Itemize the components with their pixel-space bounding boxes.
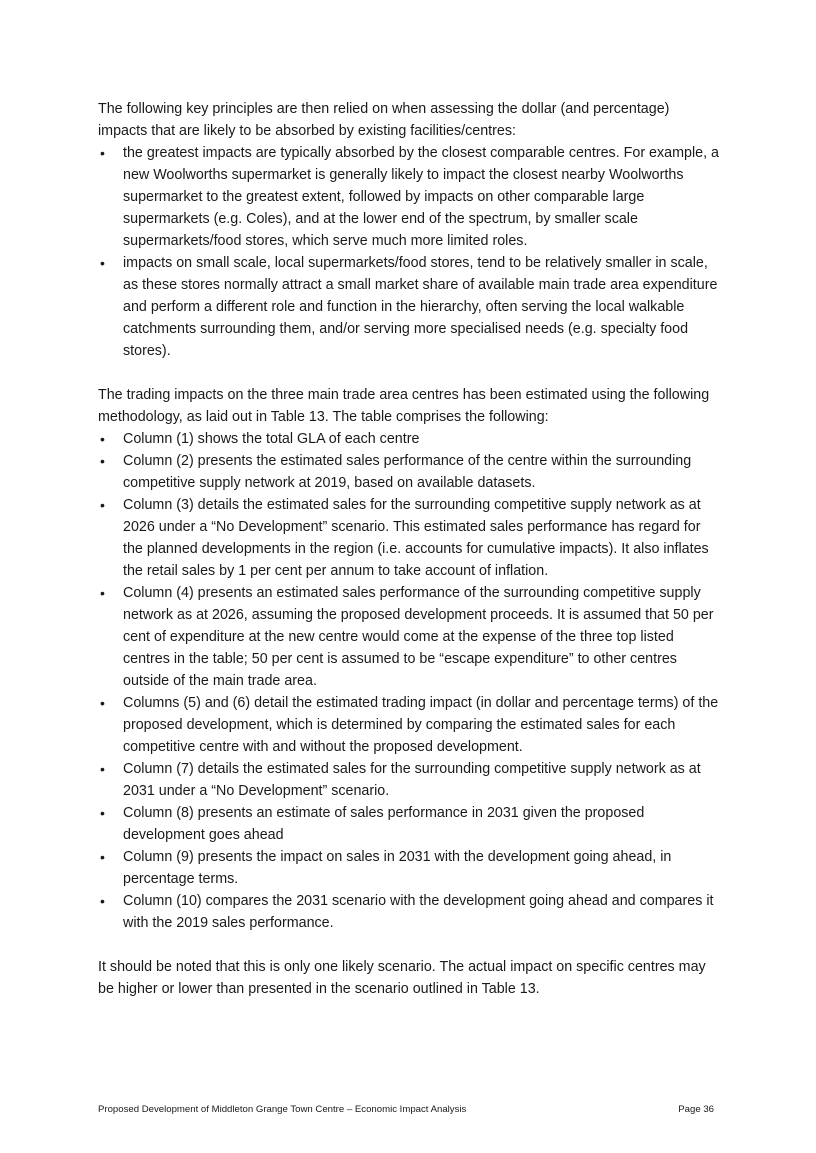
list-item [98,692,720,758]
bullet-icon: • [100,453,105,469]
spacer [98,934,720,956]
methodology-list [98,428,720,934]
list-item [98,582,720,692]
list-item [98,494,720,582]
list-item-text: Column (10) compares the 2031 scenario with the development going ahead and compares it with the 2019 sales performance. [123,893,714,931]
list-item-text: Column (9) presents the impact on sales in 2031 with the development going ahead, in percentage terms. [123,849,672,887]
list-item [98,142,720,252]
list-item-text: impacts on small scale, local supermarkets/food stores, tend to be relatively smaller in scale, as these stores normally attract a small market share of available main trade area expenditure and perform a different role and function in the hierarchy, often serving the local walkable catchments surrounding them, and/or serving more specialised needs (e.g. specialty food stores). [123,255,718,359]
list-item-text: Column (3) details the estimated sales for the surrounding competitive supply network as at 2026 under a “No Development” scenario. This estimated sales performance has regard for the planned developments in the region (i.e. accounts for cumulative impacts). It also inflates the retail sales by 1 per cent per annum to take account of inflation. [123,497,709,579]
bullet-icon: • [100,431,105,447]
bullet-icon: • [100,497,105,513]
list-item [98,846,720,890]
bullet-icon: • [100,585,105,601]
list-item [98,450,720,494]
list-item-text: Column (4) presents an estimated sales performance of the surrounding competitive supply network as at 2026, assuming the proposed development proceeds. It is assumed that 50 per cent of expenditure at the new centre would come at the expense of the three top listed centres in the table; 50 per cent is assumed to be “escape expenditure” to other centres outside of the main trade area. [123,585,714,689]
bullet-icon: • [100,145,105,161]
bullet-icon: • [100,893,105,909]
list-item [98,252,720,362]
page-footer [98,1104,714,1116]
page-number: Page 36 [678,1104,714,1115]
spacer [98,362,720,384]
list-item [98,802,720,846]
list-item-text: the greatest impacts are typically absorbed by the closest comparable centres. For example, a new Woolworths supermarket is generally likely to impact the closest nearby Woolworths supermarket to the greatest extent, followed by impacts on other comparable large supermarkets (e.g. Coles), and at the lower end of the spectrum, by smaller scale supermarkets/food stores, which serve much more limited roles. [123,145,719,249]
bullet-icon: • [100,761,105,777]
bullet-icon: • [100,805,105,821]
footer-title: Proposed Development of Middleton Grange Town Centre – Economic Impact Analysis [98,1104,467,1115]
list-item-text: Column (2) presents the estimated sales performance of the centre within the surrounding competitive supply network at 2019, based on available datasets. [123,453,692,491]
list-item-text: Column (1) shows the total GLA of each centre [123,431,420,447]
list-item [98,890,720,934]
list-item [98,758,720,802]
list-item-text: Columns (5) and (6) detail the estimated trading impact (in dollar and percentage terms) of the proposed development, which is determined by comparing the estimated sales for each competitive centre with and without the proposed development. [123,695,719,755]
bullet-icon: • [100,695,105,711]
list-item-text: Column (7) details the estimated sales for the surrounding competitive supply network as at 2031 under a “No Development” scenario. [123,761,701,799]
list-item [98,428,720,450]
page-body [98,98,720,1000]
bullet-icon: • [100,255,105,271]
list-item-text: Column (8) presents an estimate of sales performance in 2031 given the proposed development goes ahead [123,805,645,843]
bullet-icon: • [100,849,105,865]
scenario-note: It should be noted that this is only one likely scenario. The actual impact on specific centres may be higher or lower than presented in the scenario outlined in Table 13. [98,959,706,997]
methodology-intro: The trading impacts on the three main trade area centres has been estimated using the following methodology, as laid out in Table 13. The table comprises the following: [98,387,710,425]
principles-intro: The following key principles are then relied on when assessing the dollar (and percentage) impacts that are likely to be absorbed by existing facilities/centres: [98,101,670,139]
principles-list [98,142,720,362]
